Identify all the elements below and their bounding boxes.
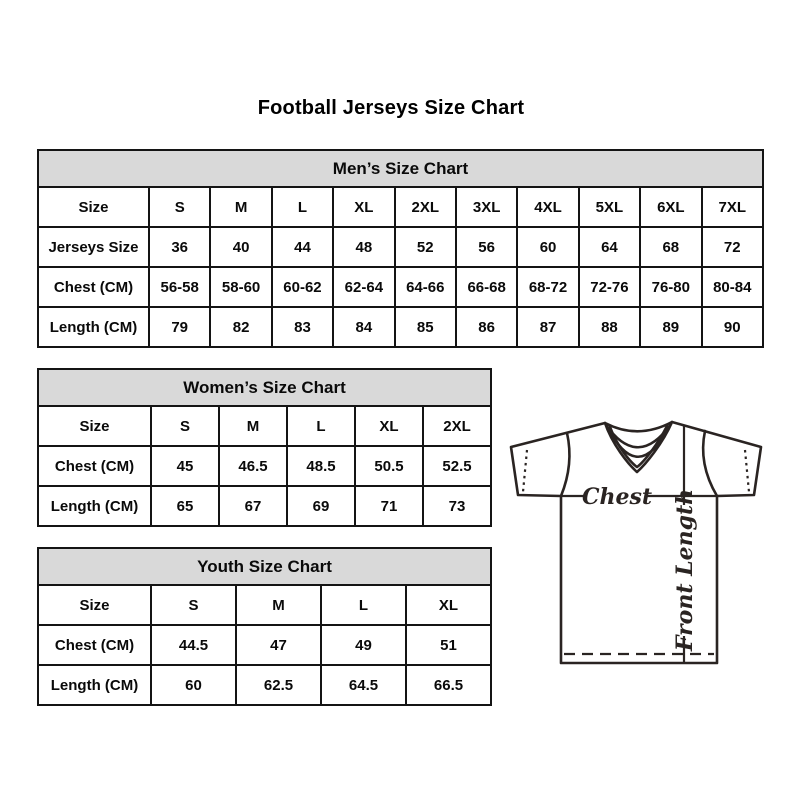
- size-cell: XL: [333, 187, 394, 227]
- table-row: [38, 486, 491, 526]
- left-cuff-dotted-line: [523, 450, 527, 492]
- value-cell: 86: [456, 307, 517, 347]
- jersey-outline: [511, 422, 761, 663]
- value-cell: 48: [333, 227, 394, 267]
- row-label: Chest (CM): [38, 446, 151, 486]
- size-cell: L: [287, 406, 355, 446]
- size-cell: M: [236, 585, 321, 625]
- value-cell: 51: [406, 625, 491, 665]
- size-cell: XL: [406, 585, 491, 625]
- value-cell: 76-80: [640, 267, 701, 307]
- chest-label: Chest: [581, 484, 653, 510]
- womens-chart-title: Women’s Size Chart: [38, 369, 491, 406]
- value-cell: 52.5: [423, 446, 491, 486]
- value-cell: 56: [456, 227, 517, 267]
- table-row: [38, 187, 763, 227]
- row-label: Length (CM): [38, 307, 149, 347]
- row-label: Chest (CM): [38, 625, 151, 665]
- size-cell: 4XL: [517, 187, 578, 227]
- value-cell: 69: [287, 486, 355, 526]
- value-cell: 48.5: [287, 446, 355, 486]
- row-label: Length (CM): [38, 665, 151, 705]
- size-cell: 3XL: [456, 187, 517, 227]
- value-cell: 72: [702, 227, 763, 267]
- value-cell: 58-60: [210, 267, 271, 307]
- value-cell: 87: [517, 307, 578, 347]
- value-cell: 89: [640, 307, 701, 347]
- mens-size-chart-table: [37, 149, 764, 348]
- value-cell: 50.5: [355, 446, 423, 486]
- row-label: Size: [38, 406, 151, 446]
- value-cell: 66.5: [406, 665, 491, 705]
- womens-size-chart-table: [37, 368, 492, 527]
- youth-size-chart-table: [37, 547, 492, 706]
- size-cell: 2XL: [423, 406, 491, 446]
- row-label: Size: [38, 585, 151, 625]
- value-cell: 47: [236, 625, 321, 665]
- value-cell: 45: [151, 446, 219, 486]
- value-cell: 40: [210, 227, 271, 267]
- value-cell: 90: [702, 307, 763, 347]
- value-cell: 65: [151, 486, 219, 526]
- row-label: Length (CM): [38, 486, 151, 526]
- table-row: [38, 585, 491, 625]
- size-cell: 6XL: [640, 187, 701, 227]
- size-cell: 7XL: [702, 187, 763, 227]
- value-cell: 64.5: [321, 665, 406, 705]
- size-cell: S: [149, 187, 210, 227]
- value-cell: 66-68: [456, 267, 517, 307]
- size-cell: L: [321, 585, 406, 625]
- value-cell: 71: [355, 486, 423, 526]
- value-cell: 60: [151, 665, 236, 705]
- table-header-row: [38, 548, 491, 585]
- row-label: Chest (CM): [38, 267, 149, 307]
- size-cell: 5XL: [579, 187, 640, 227]
- value-cell: 56-58: [149, 267, 210, 307]
- value-cell: 44: [272, 227, 333, 267]
- value-cell: 72-76: [579, 267, 640, 307]
- value-cell: 73: [423, 486, 491, 526]
- value-cell: 88: [579, 307, 640, 347]
- value-cell: 49: [321, 625, 406, 665]
- value-cell: 62-64: [333, 267, 394, 307]
- size-cell: S: [151, 406, 219, 446]
- value-cell: 64-66: [395, 267, 456, 307]
- table-row: [38, 227, 763, 267]
- youth-chart-title: Youth Size Chart: [38, 548, 491, 585]
- value-cell: 68-72: [517, 267, 578, 307]
- mens-chart-title: Men’s Size Chart: [38, 150, 763, 187]
- value-cell: 52: [395, 227, 456, 267]
- value-cell: 60-62: [272, 267, 333, 307]
- size-cell: 2XL: [395, 187, 456, 227]
- table-row: [38, 307, 763, 347]
- value-cell: 82: [210, 307, 271, 347]
- table-header-row: [38, 150, 763, 187]
- jersey-measurement-diagram: [500, 412, 772, 670]
- size-cell: M: [219, 406, 287, 446]
- right-cuff-dotted-line: [745, 450, 749, 492]
- page-title: Football Jerseys Size Chart: [257, 97, 525, 119]
- value-cell: 46.5: [219, 446, 287, 486]
- row-label: Size: [38, 187, 149, 227]
- size-cell: S: [151, 585, 236, 625]
- value-cell: 36: [149, 227, 210, 267]
- value-cell: 80-84: [702, 267, 763, 307]
- front-length-label: Front Length: [672, 488, 698, 652]
- table-header-row: [38, 369, 491, 406]
- row-label: Jerseys Size: [38, 227, 149, 267]
- value-cell: 67: [219, 486, 287, 526]
- value-cell: 64: [579, 227, 640, 267]
- table-row: [38, 406, 491, 446]
- value-cell: 68: [640, 227, 701, 267]
- value-cell: 60: [517, 227, 578, 267]
- jersey-left-sleeve-seam: [561, 433, 569, 496]
- value-cell: 44.5: [151, 625, 236, 665]
- table-row: [38, 665, 491, 705]
- value-cell: 79: [149, 307, 210, 347]
- jersey-right-sleeve-seam: [703, 431, 717, 496]
- table-row: [38, 625, 491, 665]
- table-row: [38, 446, 491, 486]
- size-cell: XL: [355, 406, 423, 446]
- value-cell: 85: [395, 307, 456, 347]
- value-cell: 84: [333, 307, 394, 347]
- size-cell: L: [272, 187, 333, 227]
- size-cell: M: [210, 187, 271, 227]
- value-cell: 62.5: [236, 665, 321, 705]
- value-cell: 83: [272, 307, 333, 347]
- table-row: [38, 267, 763, 307]
